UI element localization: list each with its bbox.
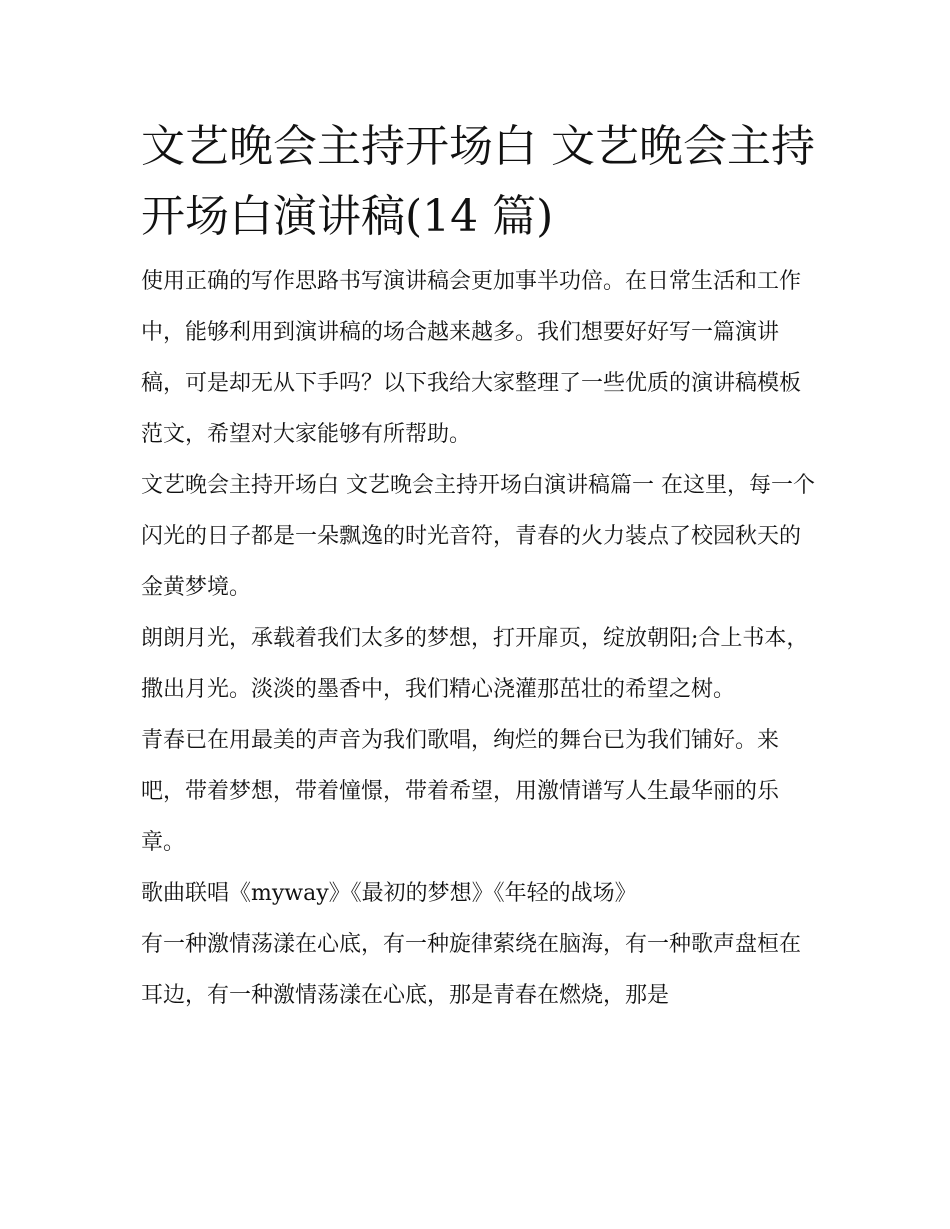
- paragraph-intro: 使用正确的写作思路书写演讲稿会更加事半功倍。在日常生活和工作中，能够利用到演讲稿的场合越来越多。我们想要好好写一篇演讲稿，可是却无从下手吗？以下我给大家整理了一些优质的演讲稿模板范文，希望对大家能够有所帮助。: [141, 269, 802, 447]
- document-title: 文艺晚会主持开场白 文艺晚会主持开场白演讲稿(14 篇): [141, 121, 815, 242]
- paragraph-passion: 有一种激情荡漾在心底，有一种旋律萦绕在脑海，有一种歌声盘桓在耳边，有一种激情荡漾在心底，那是青春在燃烧，那是: [141, 932, 802, 1008]
- paragraph-part-one: 文艺晚会主持开场白 文艺晚会主持开场白演讲稿篇一 在这里，每一个闪光的日子都是一朵飘逸的时光音符，青春的火力装点了校园秋天的金黄梦境。: [141, 473, 815, 600]
- document-body: [141, 112, 817, 1021]
- paragraph-moonlight: 朗朗月光，承载着我们太多的梦想，打开扉页，绽放朝阳;合上书本，撒出月光。淡淡的墨香中，我们精心浇灌那茁壮的希望之树。: [141, 626, 809, 702]
- paragraph-youth: 青春已在用最美的声音为我们歌唱，绚烂的舞台已为我们铺好。来吧，带着梦想，带着憧憬，带着希望，用激情谱写人生最华丽的乐章。: [141, 728, 780, 855]
- paragraph-song-medley: 歌曲联唱《myway》《最初的梦想》《年轻的战场》: [141, 881, 637, 906]
